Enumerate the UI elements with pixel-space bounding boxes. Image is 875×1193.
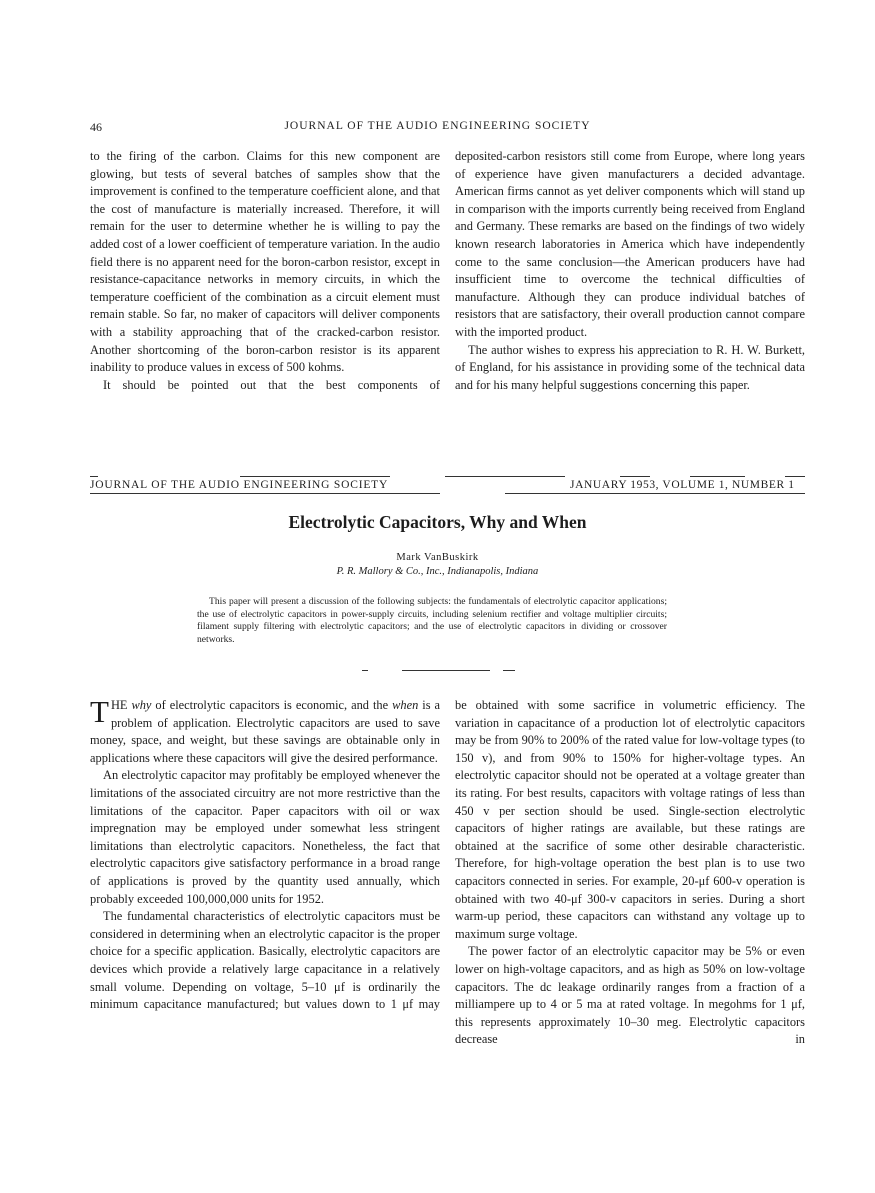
- body-col2-para2: The power factor of an electrolytic capacitor may be 5% or even lower on high-voltage capacitors, and as high as 50% on low-voltage capacitors. The dc leakage ordinarily ranges from a fraction of a milliampere up to 4 or 5 ma at rated voltage. In megohms for 1 μf, this represents approximately 10–30 meg. Electrolytic capacitors decrease in: [455, 944, 805, 1047]
- rule-bottom-left: [90, 493, 440, 494]
- body-para1: [90, 694, 440, 767]
- body-col1: [90, 694, 440, 1014]
- prev-col1-para1: to the firing of the carbon. Claims for this new component are glowing, but tests of several batches of samples show that the improvement is confined to the temperature coefficient alone, and that the cost of manufacture is materially increased. Therefore, it will remain for the user to determine whether he is willing to pay the added cost of a lower coefficient of temperature variation. In the audio field there is no apparent need for the boron-carbon resistor, except in resistance-capacitance networks in memory circuits, in which the temperature coefficient of the combination as a circuit element must remain stable. So far, no maker of capacitors will deliver components with a stability approaching that of the cracked-carbon resistor. Another shortcoming of the boron-carbon resistor is its apparent inability to produce values in excess of 500 kohms.: [90, 149, 441, 375]
- prev-col1-para2: It should be pointed out that the best components of: [103, 377, 440, 392]
- rule-abstract-c: [503, 670, 515, 671]
- prev-article-col2: [455, 148, 805, 394]
- journal-name: JOURNAL OF THE AUDIO ENGINEERING SOCIETY: [90, 479, 389, 491]
- rule-top-right-a: [620, 476, 650, 477]
- article-affiliation: P. R. Mallory & Co., Inc., Indianapolis, Indiana: [336, 566, 539, 577]
- body-para3: The fundamental characteristics of electrolytic capacitors must be considered in determining when an electrolytic capacitor is the proper choice for a specific application. Basically, electrolytic capacitors are devices which provide a relatively large capacitance in a relatively small volume. Depending on voltage, 5–10 μf is ordinarily the minimum capacitance manufactured; but values down to 1 μf may: [90, 909, 440, 1012]
- rule-abstract-a: [362, 670, 368, 671]
- prev-col2-para1: deposited-carbon resistors still come from Europe, where long years of experience have given manufacturers a decided advantage. American firms cannot as yet deliver components which will stand up in comparison with the imports currently being received from England and Germany. These remarks are based on the findings of two widely known research laboratories in America which have independently come to the same conclusion—the American producers have had insufficient time to overcome the technical difficulties of manufacture. Although they can produce individual batches of resistors that are satisfactory, their overall production cannot compare with the imported product.: [455, 149, 805, 339]
- article-title: Electrolytic Capacitors, Why and When: [288, 512, 587, 532]
- rule-top-left-b: [240, 476, 390, 477]
- rule-top-mid: [445, 476, 565, 477]
- rule-abstract-b: [402, 670, 490, 671]
- body-col2-para1: be obtained with some sacrifice in volumetric efficiency. The variation in capacitance of a production lot of electrolytic capacitors may be from 90% to 200% of the rated value for low-voltage types (to 150 v), and from 90% to 150% for higher-voltage types. An electrolytic capacitor should not be operated at a voltage greater than its rating. For best results, capacitors with voltage ratings of less than 450 v per section should be used. Single-section electrolytic capacitors of higher ratings are available, but these ratings are obtained at the sacrifice of some other desirable characteristic. Therefore, for high-voltage operation the best plan is to use two capacitors connected in series. For example, 20-μf 600-v operation is obtained with two 40-μf 300-v capacitors in series. During a short warm-up period, these capacitors can withstand any voltage up to maximum surge voltage.: [455, 698, 805, 941]
- abstract: [197, 596, 667, 646]
- rule-top-left-a: [90, 476, 98, 477]
- word-why: why: [131, 698, 152, 712]
- word-when: when: [392, 698, 419, 712]
- prev-col2-para2: The author wishes to express his appreciation to R. H. W. Burkett, of England, for his assistance in providing some of the technical data and for his many helpful suggestions concerning this paper.: [455, 342, 805, 392]
- abstract-text: This paper will present a discussion of the following subjects: the fundamentals of electrolytic capacitor applications; the use of electrolytic capacitors in power-supply circuits, including selenium rectifier and voltage multiplier circuits; filament supply filtering with electrolytic capacitors; and the use of electrolytic capacitors in dividing or crossover networks.: [197, 596, 667, 645]
- rule-top-right-b: [690, 476, 745, 477]
- article-author: Mark VanBuskirk: [396, 552, 479, 563]
- running-head: JOURNAL OF THE AUDIO ENGINEERING SOCIETY: [284, 120, 591, 132]
- drop-cap: T: [90, 694, 109, 729]
- issue-info: JANUARY 1953, VOLUME 1, NUMBER 1: [570, 479, 795, 491]
- rule-top-right-c: [785, 476, 805, 477]
- rule-bottom-right: [505, 493, 805, 494]
- body-col2: [455, 697, 805, 1049]
- para1-part-a: of electrolytic capacitors is economic, and the: [151, 698, 393, 712]
- page-number: 46: [90, 120, 102, 134]
- para1-part-b: is a problem of application. Electrolytic capacitors are used to save money, space, and weight, but these savings are obtainable only in applications where these capacitors will give the desired performance.: [90, 698, 440, 765]
- first-word: HE: [110, 698, 128, 712]
- prev-article-col1: [90, 148, 440, 394]
- body-para2: An electrolytic capacitor may profitably be employed whenever the limitations of the associated circuitry are not more restrictive than the limitations of the capacitor. Paper capacitors with oil or wax impregnation may be employed under somewhat less stringent limitations than electrolytic capacitors. Nonetheless, the fact that electrolytic capacitors give satisfactory performance in a broad range of applications is proved by the quantity used annually, which probably exceeded 100,000,000 units for 1952.: [90, 768, 440, 906]
